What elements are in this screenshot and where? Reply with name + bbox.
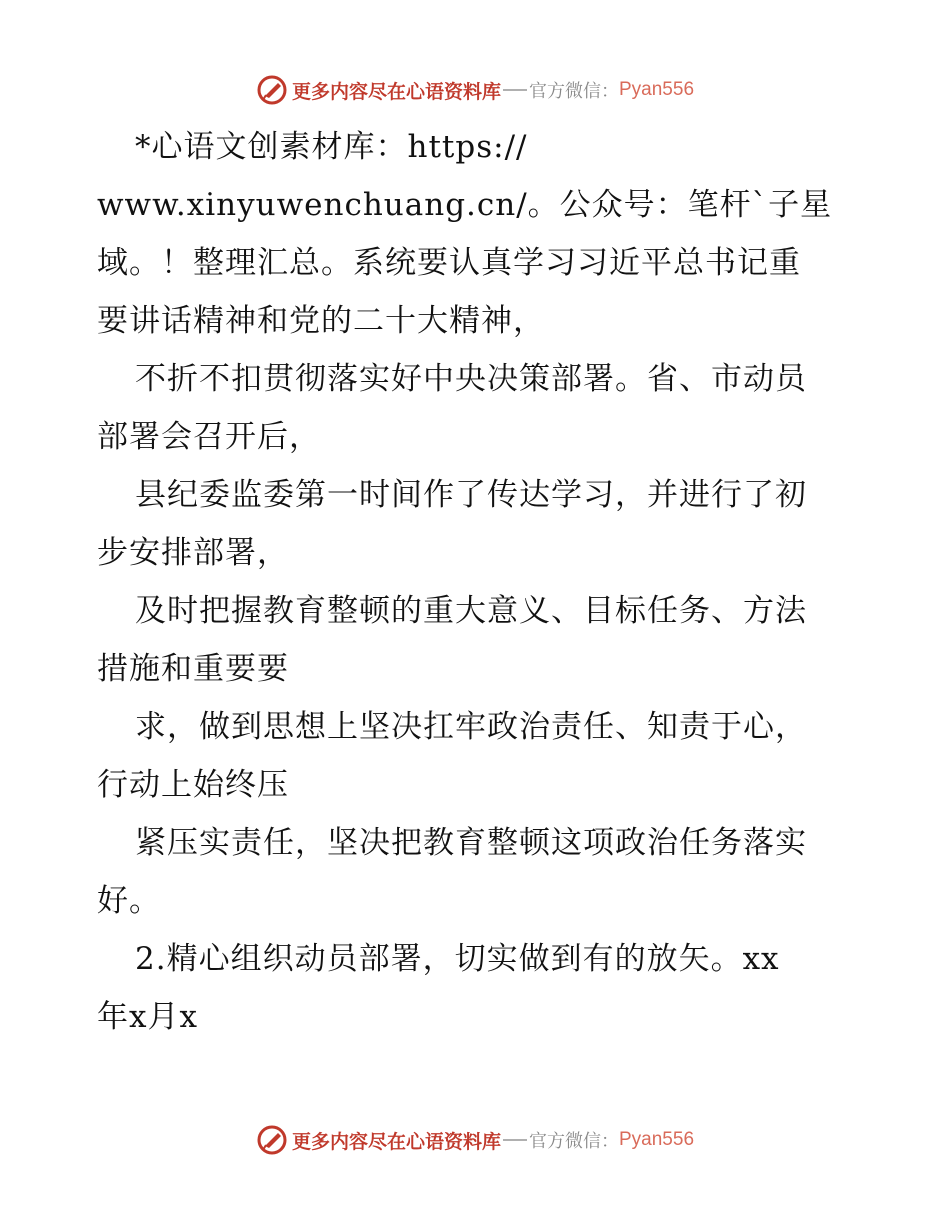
banner-main-text: 更多内容尽在心语资料库 — [291, 1130, 501, 1153]
text-line: 要讲话精神和党的二十大精神， — [97, 303, 545, 339]
document-body — [97, 124, 853, 1052]
banner-separator — [503, 89, 527, 91]
banner-wechat-id: Pyan556 — [619, 79, 695, 100]
text-line: 措施和重要要 — [97, 651, 289, 687]
text-line: 年x月x — [97, 999, 198, 1035]
text-line: 求，做到思想上坚决扛牢政治责任、知责于心， — [135, 709, 807, 745]
quill-logo-icon — [256, 74, 288, 106]
quill-logo-icon — [256, 1124, 288, 1156]
banner-sub-text: 官方微信： — [529, 1131, 619, 1152]
text-line: 县纪委监委第一时间作了传达学习，并进行了初 — [135, 477, 807, 513]
text-line: www.xinyuwenchuang.cn/。公众号：笔杆`子星 — [97, 187, 833, 223]
text-line: 2.精心组织动员部署，切实做到有的放矢。xx — [135, 941, 780, 977]
text-line: 及时把握教育整顿的重大意义、目标任务、方法 — [135, 593, 807, 629]
text-line: 部署会召开后， — [97, 419, 321, 455]
header-watermark-banner — [0, 70, 950, 110]
text-line: 好。 — [97, 883, 161, 919]
text-line: 域。！整理汇总。系统要认真学习习近平总书记重 — [97, 245, 801, 281]
banner-wechat-id: Pyan556 — [619, 1129, 695, 1150]
banner-separator — [503, 1139, 527, 1141]
banner-sub-text: 官方微信： — [529, 81, 619, 102]
text-line: 行动上始终压 — [97, 767, 289, 803]
text-line: 步安排部署， — [97, 535, 289, 571]
text-line: 不折不扣贯彻落实好中央决策部署。省、市动员 — [135, 361, 807, 397]
footer-watermark-banner — [0, 1120, 950, 1160]
text-line: 紧压实责任，坚决把教育整顿这项政治任务落实 — [135, 825, 807, 861]
banner-main-text: 更多内容尽在心语资料库 — [291, 80, 501, 103]
text-line: *心语文创素材库：https:// — [135, 129, 528, 165]
